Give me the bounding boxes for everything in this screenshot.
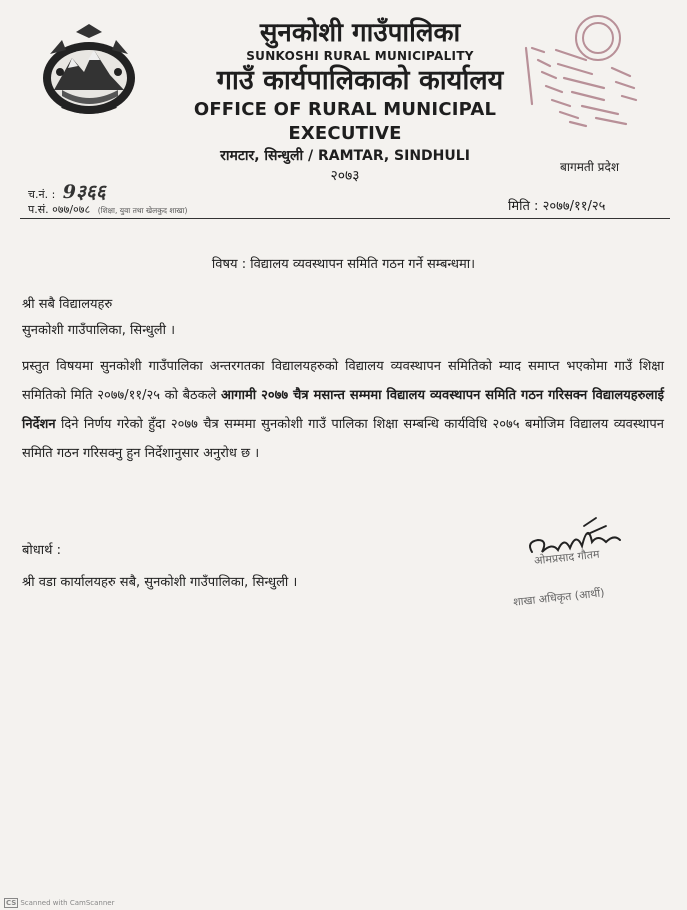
dispatch-number	[28, 178, 106, 204]
nepal-emblem-icon	[32, 20, 147, 120]
municipality-name-np: सुनकोशी गाउँपालिका	[259, 18, 461, 48]
letter-reference-label: प.सं. ०७७/०७८	[28, 203, 91, 216]
camscanner-icon: CS	[6, 899, 17, 907]
office-name-np: गाउँ कार्यपालिकाको कार्यालय	[216, 65, 504, 96]
dispatch-number-label: च.नं. :	[28, 188, 56, 201]
cc-label: बोधार्थ :	[22, 543, 61, 558]
established-year: २०७३	[330, 168, 360, 184]
scanner-watermark	[4, 898, 114, 908]
letter-subject: विषय : विद्यालय व्यवस्थापन समिति गठन गर्ने सम्बन्धमा।	[211, 257, 476, 272]
letter-date: मिति : २०७७/११/२५	[508, 199, 606, 214]
letter-reference	[28, 202, 187, 217]
cc-recipient: श्री वडा कार्यालयहरु सबै, सुनकोशी गाउँपालिका, सिन्धुली ।	[22, 575, 298, 590]
province-label: बागमती प्रदेश	[560, 160, 620, 174]
body-text-2: दिने निर्णय गरेको हुँदा २०७७ चैत्र सम्ममा सुनकोशी गाउँ पालिका शिक्षा सम्बन्धि कार्यविधि २०७५ बमोजिम विद्यालय व्यवस्थापन समिति गठन गरिसक्नु हुन निर्देशानुसार अनुरोध छ ।	[22, 417, 664, 461]
addressee-line-2: सुनकोशी गाउँपालिका, सिन्धुली ।	[22, 323, 176, 338]
signatory-title: शाखा अधिकृत (आर्थी)	[512, 586, 606, 609]
dispatch-number-value: 9३६६	[62, 181, 106, 203]
municipality-name-en: SUNKOSHI RURAL MUNICIPALITY	[246, 49, 474, 63]
body-text-1: प्रस्तुत विषयमा सुनकोशी गाउँपालिका अन्तरगतका विद्यालयहरुको विद्यालय व्यवस्थापन समितिको म्याद समाप्त भएकोमा गाउँ शिक्षा समितिको मिति २०७७/११/२५ को बैठकले	[22, 359, 664, 403]
letter-body	[22, 352, 664, 468]
letterhead	[140, 18, 550, 186]
section-note: (शिक्षा, युवा तथा खेलकुद शाखा)	[97, 206, 188, 215]
office-address: रामटार, सिन्धुली / RAMTAR, SINDHULI	[220, 148, 470, 164]
signatory-name: ओमप्रसाद गौतम	[533, 547, 601, 568]
addressee-line-1: श्री सबै विद्यालयहरु	[22, 297, 113, 312]
body-text-emphasis: आगामी २०७७ चैत्र मसान्त सम्ममा विद्यालय व्यवस्थापन समिति गठन गरिसक्न विद्यालयहरुलाई निर्देशन	[22, 388, 664, 432]
addressee	[22, 292, 175, 344]
official-stamp-icon	[512, 8, 642, 136]
header-divider	[20, 218, 670, 219]
office-name-en: OFFICE OF RURAL MUNICIPAL EXECUTIVE	[193, 99, 497, 144]
scanner-watermark-text: Scanned with CamScanner	[20, 899, 115, 907]
